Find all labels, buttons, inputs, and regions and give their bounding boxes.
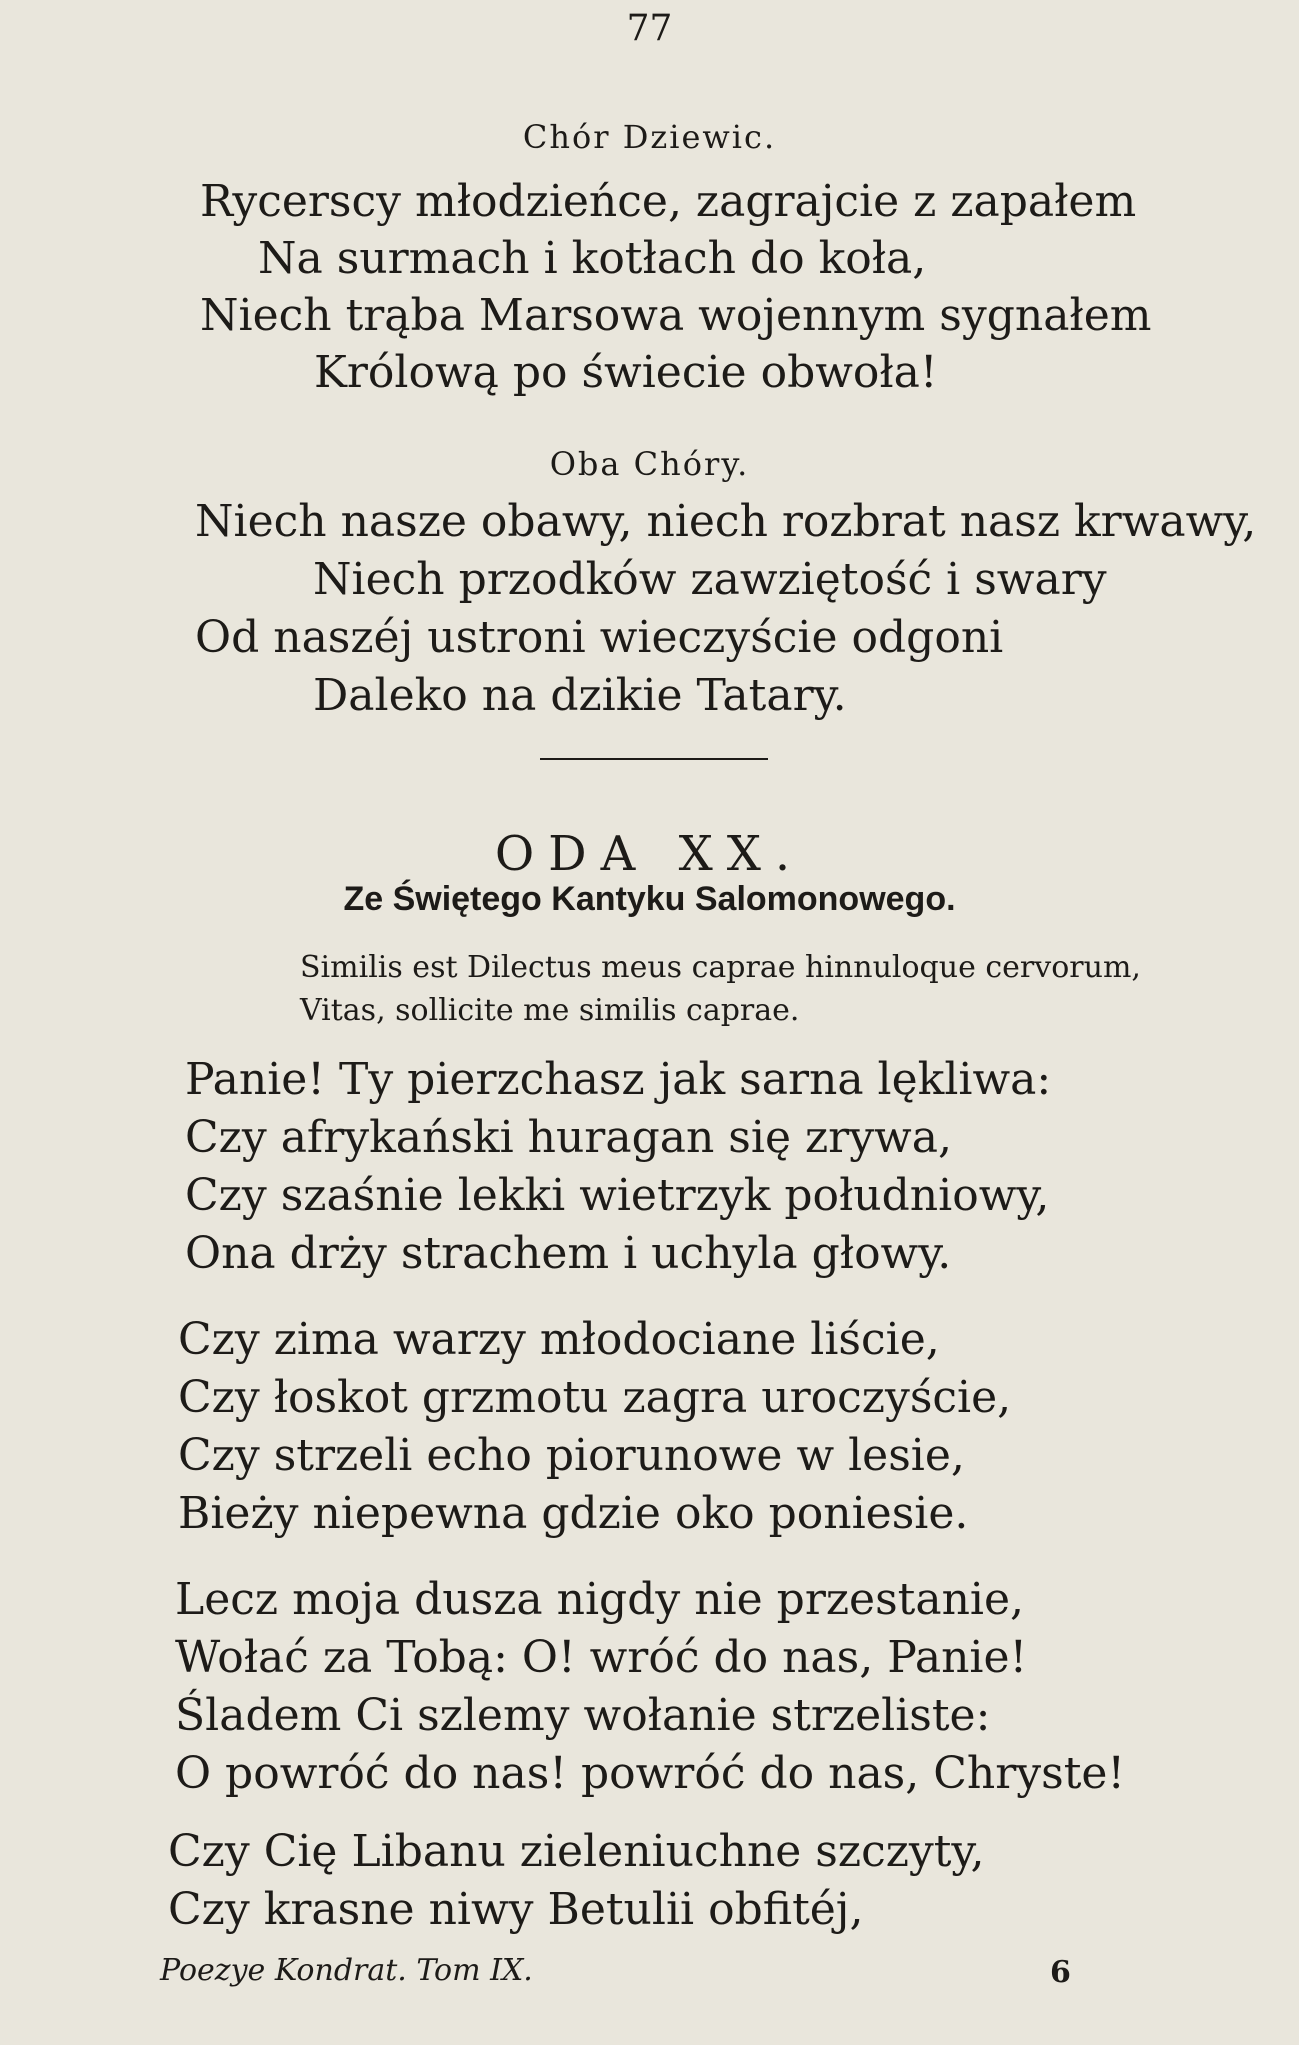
verse-line: Czy afrykański huragan się zrywa, (185, 1112, 952, 1163)
verse-line: Niech trąba Marsowa wojennym sygnałem (200, 290, 1152, 341)
verse-line: Niech przodków zawziętość i swary (313, 554, 1107, 605)
page-number: 77 (626, 8, 673, 49)
verse-line: Śladem Ci szlemy wołanie strzeliste: (175, 1690, 991, 1741)
verse-line: Czy szaśnie lekki wietrzyk południowy, (185, 1170, 1050, 1221)
printer-signature: Poezye Kondrat. Tom IX. (160, 1953, 533, 1988)
epigraph-line: Similis est Dilectus meus caprae hinnuloque cervorum, (300, 950, 1141, 985)
section-heading-both-choirs: Oba Chóry. (549, 445, 750, 483)
section-heading-choir-maidens: Chór Dziewic. (522, 118, 777, 156)
verse-line: Panie! Ty pierzchasz jak sarna lękliwa: (185, 1054, 1052, 1105)
verse-line: Rycerscy młodzieńce, zagrajcie z zapałem (200, 176, 1137, 227)
verse-line: Na surmach i kotłach do koła, (258, 233, 927, 284)
ode-title: ODA XX. (494, 826, 805, 882)
verse-line: Ona drży strachem i uchyla głowy. (185, 1228, 952, 1279)
verse-line: Niech nasze obawy, niech rozbrat nasz krwawy, (195, 496, 1257, 547)
verse-line: Daleko na dzikie Tatary. (313, 670, 847, 721)
verse-line: Czy zima warzy młodociane liście, (178, 1314, 940, 1365)
ode-subtitle: Ze Świętego Kantyku Salomonowego. (343, 880, 956, 918)
verse-line: Czy Cię Libanu zieleniuchne szczyty, (168, 1826, 985, 1877)
verse-line: Czy strzeli echo piorunowe w lesie, (178, 1430, 965, 1481)
verse-line: Królową po świecie obwoła! (314, 347, 938, 398)
verse-line: Czy łoskot grzmotu zagra uroczyście, (178, 1372, 1012, 1423)
sheet-number: 6 (1050, 1955, 1071, 1990)
verse-line: Czy krasne niwy Betulii obfitéj, (168, 1884, 864, 1935)
verse-line: Bieży niepewna gdzie oko poniesie. (178, 1488, 969, 1539)
verse-line: Wołać za Tobą: O! wróć do nas, Panie! (175, 1632, 1028, 1683)
epigraph-line: Vitas, sollicite me similis caprae. (300, 993, 800, 1028)
verse-line: Lecz moja dusza nigdy nie przestanie, (175, 1574, 1024, 1625)
verse-line: Od naszéj ustroni wieczyście odgoni (195, 612, 1004, 663)
verse-line: O powróć do nas! powróć do nas, Chryste! (175, 1748, 1126, 1799)
section-divider (540, 758, 768, 760)
